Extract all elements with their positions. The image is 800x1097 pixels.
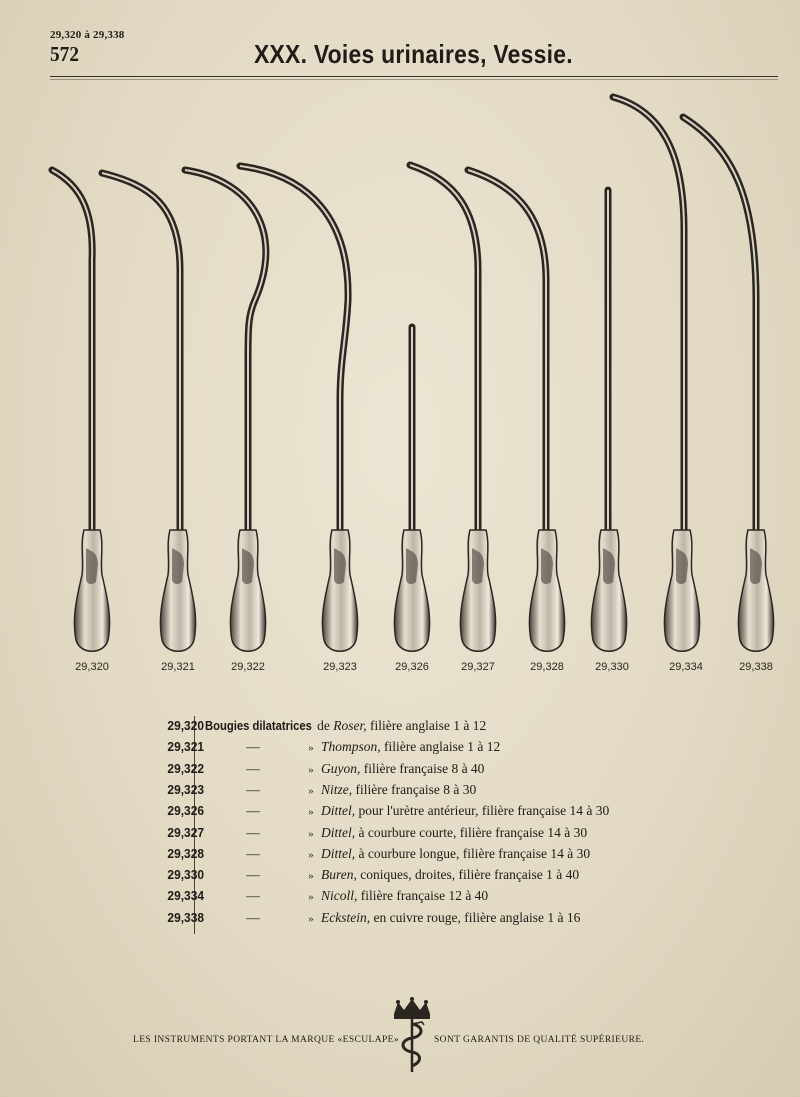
page-number: 572 [50,42,79,66]
item-name: Eckstein, [321,909,371,925]
item-description [205,761,484,777]
range-label: 29,320 à 29,338 [50,29,125,41]
figure-label: 29,321 [161,661,195,673]
item-code: 29,338 [167,909,204,925]
item-lead: — [246,888,260,904]
page-title: XXX. Voies urinaires, Vessie. [254,39,573,69]
item-name: Guyon, [321,760,361,776]
item-code: 29,328 [167,845,204,861]
item-spec: pour l'urètre antérieur, filière française 14 à 30 [358,803,610,819]
dilator-29,334 [613,97,700,651]
item-code: 29,323 [167,781,204,797]
item-spec: filière anglaise 1 à 12 [370,718,487,733]
list-item [120,718,680,739]
item-lead: — [246,803,260,819]
item-code: 29,334 [167,888,204,904]
dilator-29,321 [102,173,196,651]
item-lead: — [246,739,260,755]
item-description [205,825,587,841]
item-description [205,803,609,819]
list-item [120,888,680,909]
item-description [205,910,580,926]
item-connector: » [308,848,314,861]
item-lead: Bougies dilatatrices [205,719,312,733]
item-connector: » [308,870,314,883]
item-lead: — [246,781,260,797]
item-spec: à courbure courte, filière française 14 à 30 [358,824,588,840]
item-description [205,846,590,862]
footer-right-text: SONT GARANTIS DE QUALITÉ SUPÉRIEURE. [434,1035,645,1045]
figure-label: 29,338 [739,661,773,673]
item-lead: — [246,867,260,883]
list-item [120,867,680,888]
item-connector: » [308,912,314,925]
item-connector: » [308,763,314,776]
item-spec: à courbure longue, filière française 14 à 30 [358,845,591,861]
item-name: Nicoll, [321,888,358,904]
figure-label: 29,322 [231,661,265,673]
list-item [120,825,680,846]
item-code: 29,320 [167,718,204,733]
list-item [120,803,680,824]
item-connector: » [308,827,314,840]
item-lead: — [246,845,260,861]
item-description [205,782,476,798]
item-spec: en cuivre rouge, filière anglaise 1 à 16 [373,909,581,925]
esculape-emblem-icon [388,996,436,1076]
item-name: Buren, [321,867,357,883]
item-spec: filière anglaise 1 à 12 [384,739,501,755]
figure-label: 29,330 [595,661,629,673]
item-description [205,718,486,734]
figure-label: 29,327 [461,661,495,673]
item-name: Roser, [333,718,367,733]
item-name: Thompson, [321,739,381,755]
item-code: 29,330 [167,867,204,883]
item-name: Nitze, [321,781,353,797]
list-item [120,761,680,782]
figure-label: 29,320 [75,661,109,673]
item-spec: filière française 12 à 40 [360,888,489,904]
dilator-29,330 [591,190,626,651]
item-name: Dittel, [321,824,356,840]
item-code: 29,321 [167,739,204,755]
item-spec: coniques, droites, filière française 1 à 40 [360,867,580,883]
item-name: Dittel, [321,845,356,861]
item-spec: filière française 8 à 30 [355,781,477,797]
dilator-29,338 [683,117,774,651]
item-lead: — [246,909,260,925]
item-code: 29,322 [167,760,204,776]
item-connector: » [308,891,314,904]
item-description [205,888,488,904]
figure-label: 29,334 [669,661,703,673]
figure-label: 29,323 [323,661,357,673]
item-code: 29,326 [167,803,204,819]
item-connector: de [317,718,334,733]
item-connector: » [308,742,314,755]
list-item [120,910,680,931]
dilator-29,320 [52,170,110,651]
item-description [205,867,579,883]
item-description [205,739,500,755]
list-item [120,846,680,867]
item-spec: filière française 8 à 40 [363,760,485,776]
list-item [120,782,680,803]
figure-label: 29,326 [395,661,429,673]
figure-label: 29,328 [530,661,564,673]
item-code: 29,327 [167,824,204,840]
item-lead: — [246,824,260,840]
dilator-29,326 [394,327,429,651]
item-connector: » [308,784,314,797]
dilator-29,322 [185,170,266,651]
item-name: Dittel, [321,803,356,819]
item-connector: » [308,806,314,819]
list-item [120,739,680,760]
item-lead: — [246,760,260,776]
footer-left-text: LES INSTRUMENTS PORTANT LA MARQUE «ESCULAPE» [133,1035,400,1045]
